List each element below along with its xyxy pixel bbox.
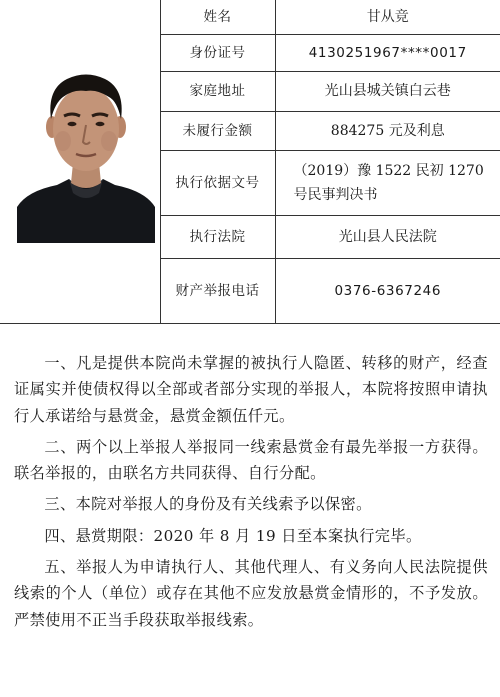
value-basis: （2019）豫 1522 民初 1270 号民事判决书 (275, 150, 500, 215)
notice-paragraph-2: 二、两个以上举报人举报同一线索悬赏金有最先举报一方获得。联名举报的，由联名方共同获得、自行分配。 (14, 437, 488, 483)
notice-paragraph-4: 四、悬赏期限：2020 年 8 月 19 日至本案执行完毕。 (44, 526, 422, 545)
value-amount: 884275 元及利息 (275, 111, 500, 150)
notice-body (14, 350, 488, 638)
person-photo-illustration (17, 67, 155, 243)
table-row-name (0, 0, 500, 34)
label-phone: 财产举报电话 (160, 258, 275, 323)
person-photo (17, 67, 155, 243)
value-address: 光山县城关镇白云巷 (275, 71, 500, 111)
value-court: 光山县人民法院 (275, 215, 500, 258)
notice-paragraph-1: 一、凡是提供本院尚未掌握的被执行人隐匿、转移的财产，经查证属实并使债权得以全部或者部分实现的举报人，本院将按照申请执行人承诺给与悬赏金，悬赏金额伍仟元。 (14, 354, 488, 425)
label-id-number: 身份证号 (160, 34, 275, 71)
value-id-number: 4130251967****0017 (275, 34, 500, 71)
label-court: 执行法院 (160, 215, 275, 258)
value-name: 甘从竞 (275, 0, 500, 34)
label-name: 姓名 (160, 0, 275, 34)
label-basis: 执行依据文号 (160, 150, 275, 215)
notice-paragraph-3: 三、本院对举报人的身份及有关线索予以保密。 (44, 495, 372, 514)
label-address: 家庭地址 (160, 71, 275, 111)
value-phone: 0376-6367246 (275, 258, 500, 323)
label-amount: 未履行金额 (160, 111, 275, 150)
notice-paragraph-5: 五、举报人为申请执行人、其他代理人、有义务向人民法院提供线索的个人（单位）或存在其他不应发放悬赏金情形的，不予发放。严禁使用不正当手段获取举报线索。 (14, 558, 488, 629)
